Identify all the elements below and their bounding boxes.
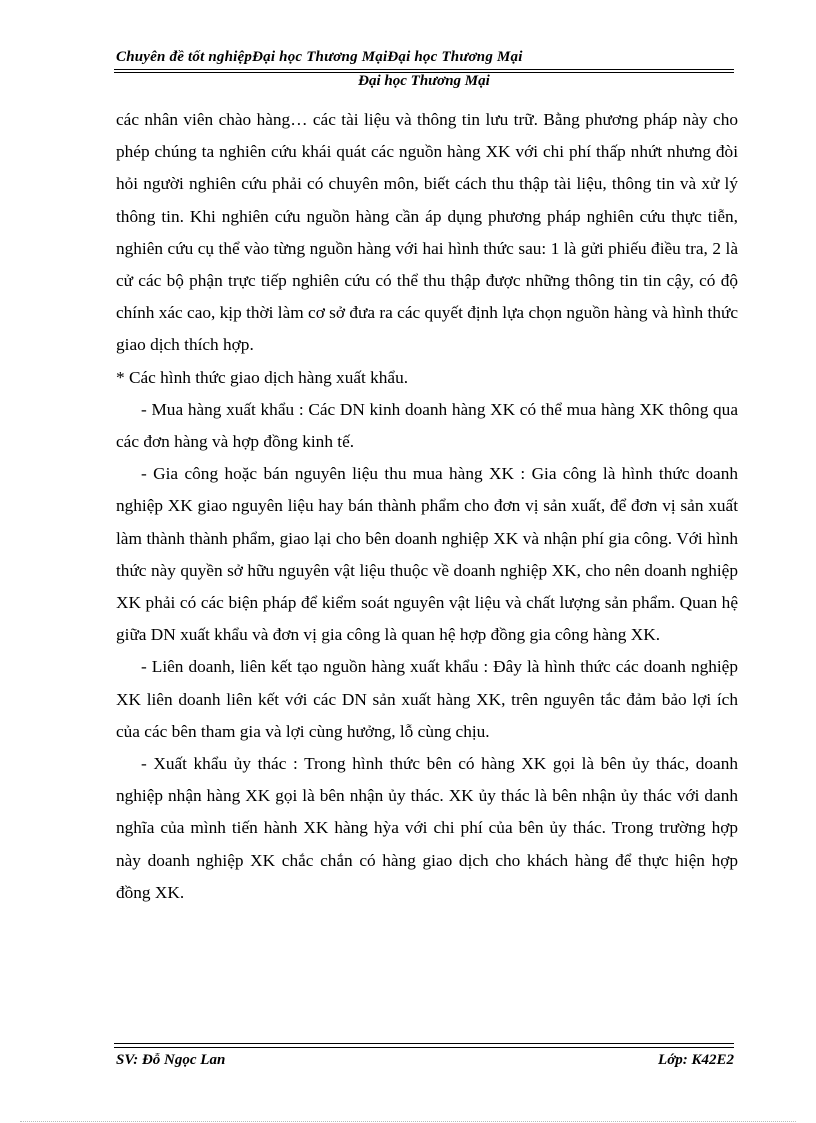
paragraph-research-methods: các nhân viên chào hàng… các tài liệu và thông tin lưu trữ. Bằng phương pháp này cho phép chúng ta nghiên cứu khái quát các nguồn hàng XK với chi phí thấp nhứt nhưng đòi hỏi người nghiên cứu phải có chuyên môn, biết cách thu thập tài liệu, thông tin và xử lý thông tin. Khi nghiên cứu nguồn hàng cần áp dụng phương pháp nghiên cứu thực tiễn, nghiên cứu cụ thể vào từng nguồn hàng với hai hình thức sau: 1 là gửi phiếu điều tra, 2 là cử các bộ phận trực tiếp nghiên cứu có thể thu thập được những thông tin tin cậy, có độ chính xác cao, kịp thời làm cơ sở đưa ra các quyết định lựa chọn nguồn hàng và hình thức giao dịch thích hợp.	[116, 110, 738, 355]
footer-rule-bottom	[114, 1047, 734, 1048]
section-heading-export-transactions: * Các hình thức giao dịch hàng xuất khẩu.	[116, 367, 409, 387]
header-title: Chuyên đề tốt nghiệpĐại học Thương MạiĐại học Thương Mại	[116, 49, 523, 65]
header-rule-top	[114, 69, 734, 70]
paragraph-joint-venture: - Liên doanh, liên kết tạo nguồn hàng xuất khẩu : Đây là hình thức các doanh nghiệp XK liên doanh liên kết với các DN sản xuất hàng XK, trên nguyên tắc đảm bảo lợi ích của các bên tham gia và lợi cùng hưởng, lỗ cùng chịu.	[116, 657, 738, 741]
paragraph-processing: - Gia công hoặc bán nguyên liệu thu mua hàng XK : Gia công là hình thức doanh nghiệp XK giao nguyên liệu hay bán thành phẩm cho đơn vị sản xuất, để đơn vị sản xuất làm thành thành phẩm, giao lại cho bên doanh nghiệp XK và nhận phí gia công. Với hình thức này quyền sở hữu nguyên vật liệu thuộc về doanh nghiệp XK, cho nên doanh nghiệp XK phải có các biện pháp để kiểm soát nguyên vật liệu và chất lượng sản phẩm. Quan hệ giữa DN xuất khẩu và đơn vị gia công là quan hệ hợp đồng gia công hàng XK.	[116, 464, 738, 645]
page-edge	[20, 1121, 796, 1122]
paragraph-buy-export-goods: - Mua hàng xuất khẩu : Các DN kinh doanh hàng XK có thể mua hàng XK thông qua các đơn hàng và hợp đồng kinh tế.	[116, 399, 738, 452]
footer-rule-top	[114, 1043, 734, 1044]
header-subtitle: Đại học Thương Mại	[358, 73, 490, 89]
paragraph-entrusted-export: - Xuất khẩu ủy thác : Trong hình thức bên có hàng XK gọi là bên ủy thác, doanh nghiệp nhận hàng XK gọi là bên nhận ủy thác. XK ủy thác là bên nhận ủy thác với danh nghĩa của mình tiến hành XK hàng hỳa với chi phí của bên ủy thác. Trong trường hợp này doanh nghiệp XK chắc chắn có hàng giao dịch cho khách hàng để thực hiện hợp đồng XK.	[116, 754, 738, 902]
document-body	[116, 104, 738, 909]
footer-student-name: SV: Đỗ Ngọc Lan	[116, 1052, 226, 1068]
footer-class: Lớp: K42E2	[658, 1052, 734, 1068]
